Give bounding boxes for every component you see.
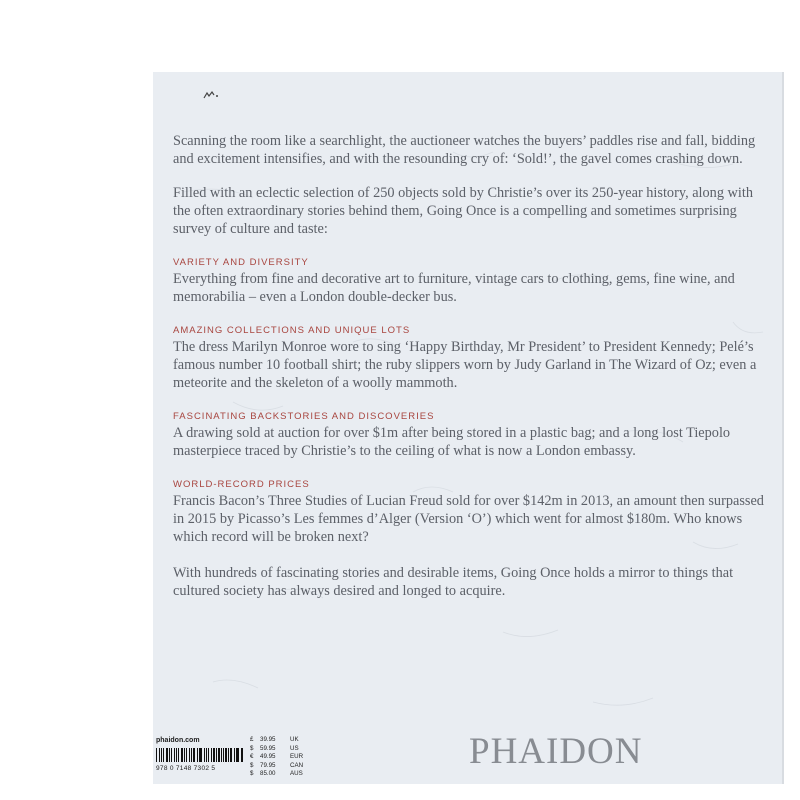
barcode-bar bbox=[242, 748, 243, 762]
barcode-bar bbox=[216, 748, 217, 762]
barcode-icon bbox=[156, 748, 244, 762]
blurb bbox=[173, 132, 773, 618]
barcode-bar bbox=[236, 748, 237, 762]
price-list bbox=[250, 736, 322, 779]
price-symbol: € bbox=[250, 753, 254, 760]
section-heading: WORLD-RECORD PRICES bbox=[173, 479, 310, 490]
page-edge bbox=[782, 72, 784, 784]
isbn-number: 978 0 7148 7302 5 bbox=[156, 765, 216, 772]
barcode-bar bbox=[206, 748, 207, 762]
price-symbol: £ bbox=[250, 736, 254, 743]
price-amount: 39.95 bbox=[260, 736, 276, 743]
section-heading: AMAZING COLLECTIONS AND UNIQUE LOTS bbox=[173, 325, 411, 336]
barcode-bar bbox=[161, 748, 162, 762]
section-backstories bbox=[173, 410, 773, 460]
barcode-bar bbox=[166, 748, 168, 762]
barcode-bar bbox=[228, 748, 229, 762]
price-row bbox=[250, 762, 322, 771]
price-currency: UK bbox=[290, 736, 299, 743]
barcode-bar bbox=[213, 748, 215, 762]
price-row bbox=[250, 736, 322, 745]
price-currency: US bbox=[290, 744, 299, 752]
price-currency: EUR bbox=[290, 753, 304, 760]
price-row bbox=[250, 745, 322, 754]
closing-paragraph: With hundreds of fascinating stories and desirable items, Going Once holds a mirror to things that cultured society has always desired and longed to acquire. bbox=[173, 565, 734, 599]
ink-mark-icon bbox=[203, 90, 219, 100]
barcode-bar bbox=[181, 748, 183, 762]
price-symbol: $ bbox=[250, 770, 254, 777]
price-amount: 79.95 bbox=[260, 761, 276, 769]
barcode-bar bbox=[184, 748, 185, 762]
barcode-bar bbox=[169, 748, 170, 762]
price-amount: 85.00 bbox=[260, 770, 276, 777]
barcode-bar bbox=[218, 748, 219, 762]
price-amount: 59.95 bbox=[260, 744, 276, 752]
barcode-bar bbox=[200, 748, 201, 762]
barcode-bar bbox=[156, 748, 157, 762]
price-symbol: $ bbox=[250, 761, 254, 769]
barcode-bar bbox=[208, 748, 209, 762]
barcode-bar bbox=[163, 748, 164, 762]
barcode-bar bbox=[230, 748, 232, 762]
barcode-bar bbox=[241, 748, 242, 762]
barcode-bar bbox=[199, 748, 200, 762]
barcode-bar bbox=[178, 748, 179, 762]
barcode-bar bbox=[211, 748, 212, 762]
barcode-bar bbox=[237, 748, 238, 762]
section-collections bbox=[173, 324, 773, 392]
barcode-bar bbox=[204, 748, 205, 762]
barcode-block bbox=[156, 736, 246, 782]
section-body: The dress Marilyn Monroe wore to sing ‘Happy Birthday, Mr President’ to President Kennedy; Pelé’s famous number 10 football shirt; the ruby slippers worn by Judy Garland in The Wizard of Oz; even a meteorite and the skeleton of a woolly mammoth. bbox=[173, 339, 757, 391]
barcode-bar bbox=[186, 748, 187, 762]
intro-paragraph-2: Filled with an eclectic selection of 250 objects sold by Christie’s over its 250-year history, along with the often extraordinary stories behind them, Going Once is a compelling and sometimes surprising survey of culture and taste: bbox=[173, 185, 753, 237]
publisher-logo: PHAIDON bbox=[469, 731, 643, 772]
price-row bbox=[250, 770, 322, 779]
section-body: Francis Bacon’s Three Studies of Lucian Freud sold for over $142m in 2013, an amount then surpassed in 2015 by Picasso’s Les femmes d’Alger (Version ‘O’) which went for almost $180m. Who knows which record will be broken next? bbox=[173, 493, 764, 545]
price-currency: AUS bbox=[290, 770, 303, 777]
barcode-bar bbox=[159, 748, 160, 762]
price-row bbox=[250, 753, 322, 762]
section-variety bbox=[173, 256, 773, 306]
section-body: Everything from fine and decorative art to furniture, vintage cars to clothing, gems, fine wine, and memorabilia – even a London double-decker bus. bbox=[173, 271, 735, 305]
barcode-bar bbox=[189, 748, 190, 762]
publisher-website: phaidon.com bbox=[156, 737, 200, 744]
price-symbol: $ bbox=[250, 744, 254, 752]
barcode-bar bbox=[234, 748, 235, 762]
price-amount: 49.95 bbox=[260, 753, 276, 760]
barcode-bar bbox=[176, 748, 177, 762]
barcode-bar bbox=[197, 748, 198, 762]
barcode-bar bbox=[223, 748, 224, 762]
barcode-bar bbox=[191, 748, 192, 762]
barcode-bar bbox=[225, 748, 226, 762]
barcode-bar bbox=[174, 748, 175, 762]
barcode-bar bbox=[193, 748, 195, 762]
barcode-bar bbox=[171, 748, 172, 762]
price-currency: CAN bbox=[290, 761, 304, 769]
book-back-cover bbox=[153, 72, 783, 784]
intro-paragraph-1: Scanning the room like a searchlight, the auctioneer watches the buyers’ paddles rise and fall, bidding and excitement intensifies, and with the resounding cry of: ‘Sold!’, the gavel comes crashing down. bbox=[173, 133, 756, 167]
section-record-prices bbox=[173, 478, 773, 546]
section-body: A drawing sold at auction for over $1m after being stored in a plastic bag; and a long lost Tiepolo masterpiece traced by Christie’s to the ceiling of what is now a London embassy. bbox=[173, 425, 731, 459]
barcode-bar bbox=[221, 748, 222, 762]
section-heading: FASCINATING BACKSTORIES AND DISCOVERIES bbox=[173, 411, 435, 422]
section-heading: VARIETY AND DIVERSITY bbox=[173, 257, 309, 268]
